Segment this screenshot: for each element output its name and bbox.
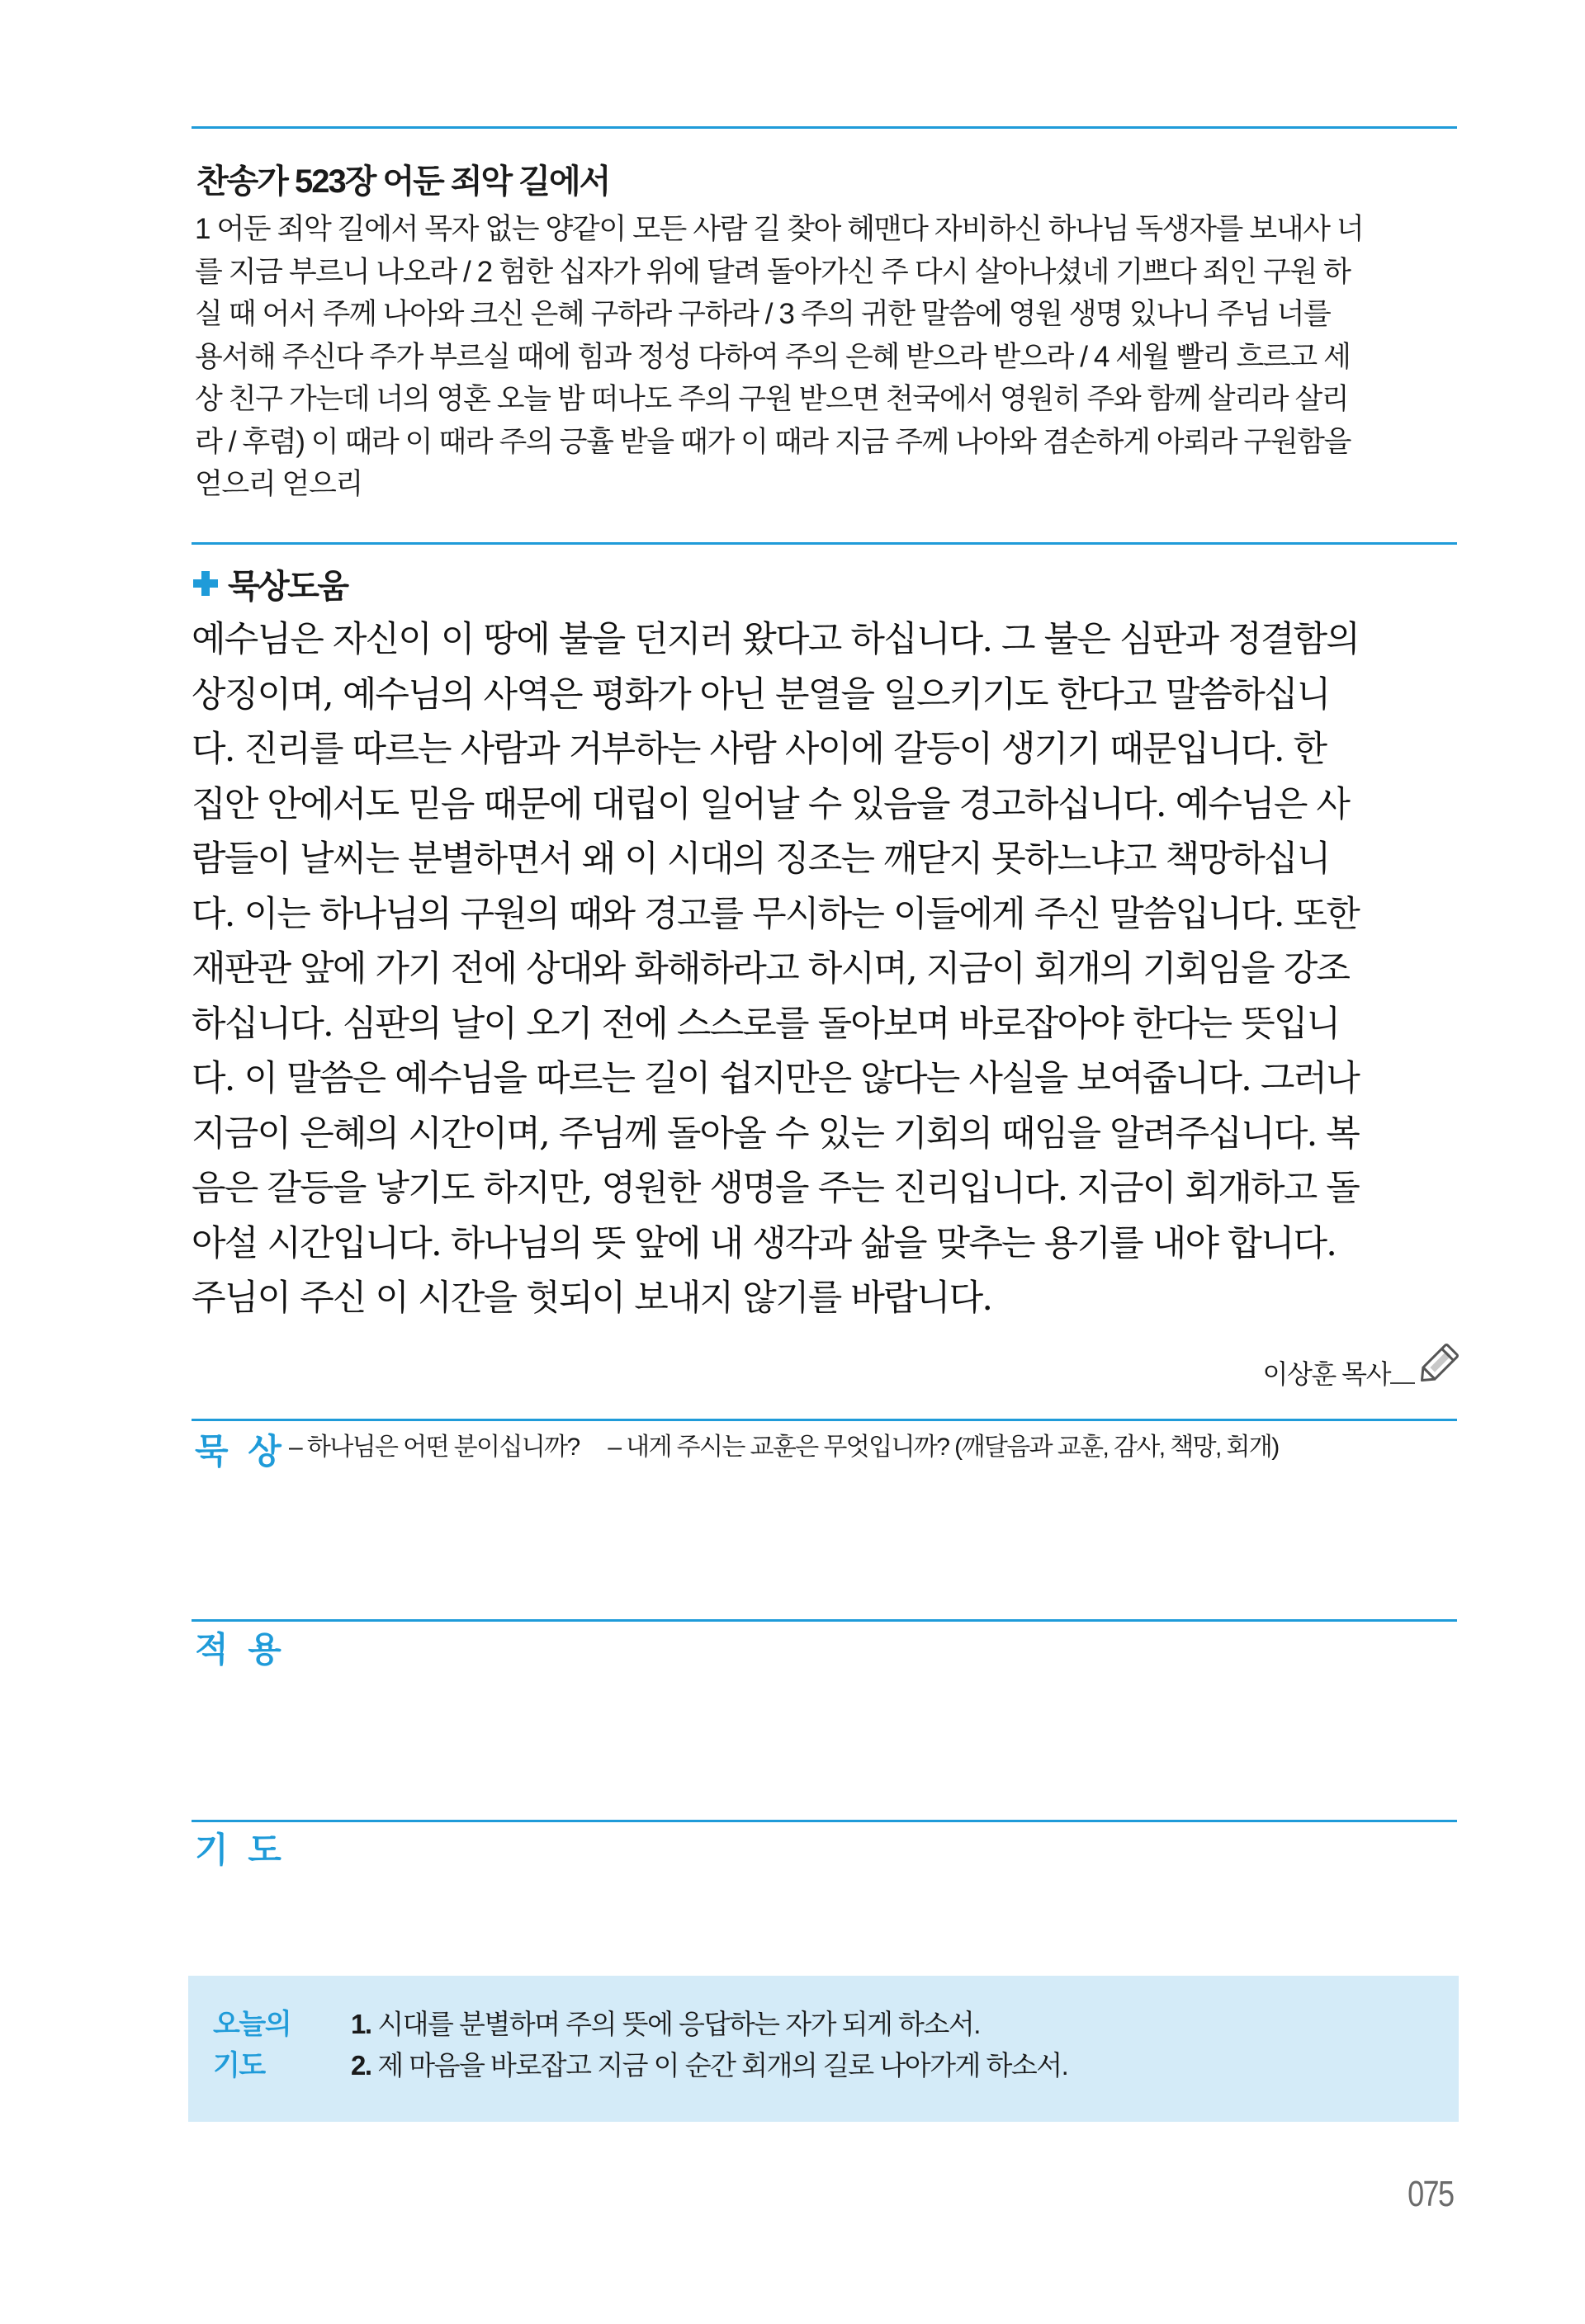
hymn-title: 찬송가 523장 어둔 죄악 길에서 bbox=[196, 163, 610, 200]
todays-prayer-panel bbox=[188, 1976, 1459, 2122]
prayer-item-number: 1. bbox=[351, 2009, 371, 2039]
todays-prayer-items bbox=[351, 2004, 1067, 2086]
hymn-line: 실 때 어서 주께 나아와 크신 은혜 구하라 구하라 / 3 주의 귀한 말씀에 영원 생명 있나니 주님 너를 bbox=[195, 298, 1331, 330]
meditation-help-title: 묵상도움 bbox=[228, 568, 348, 605]
plus-icon bbox=[193, 571, 218, 596]
pencil-icon bbox=[1415, 1340, 1463, 1391]
hymn-divider bbox=[192, 542, 1457, 545]
top-divider bbox=[192, 126, 1457, 129]
body-line: 다. 진리를 따르는 사람과 거부하는 사람 사이에 갈등이 생기기 때문입니다. 한 bbox=[192, 729, 1327, 770]
meditate-writing-area[interactable] bbox=[192, 1477, 1457, 1618]
body-line: 음은 갈등을 낳기도 하지만, 영원한 생명을 주는 진리입니다. 지금이 회개하고 돌 bbox=[192, 1168, 1360, 1209]
hymn-line: 얻으리 얻으리 bbox=[195, 468, 362, 500]
meditate-question: – 하나님은 어떤 분이십니까? bbox=[289, 1434, 580, 1461]
body-line: 예수님은 자신이 이 땅에 불을 던지러 왔다고 하십니다. 그 불은 심판과 정결함의 bbox=[192, 619, 1360, 660]
hymn-line: 라 / 후렴) 이 때라 이 때라 주의 긍휼 받을 때가 이 때라 지금 주께 나아와 겸손하게 아뢰라 구원함을 bbox=[195, 425, 1351, 458]
todays-prayer-label-line2: 기도 bbox=[213, 2050, 265, 2081]
todays-prayer-label-line1: 오늘의 bbox=[213, 2009, 291, 2040]
prayer-label: 기 도 bbox=[195, 1830, 286, 1869]
hymn-line: 용서해 주신다 주가 부르실 때에 힘과 정성 다하여 주의 은혜 받으라 받으라 / 4 세월 빨리 흐르고 세 bbox=[195, 340, 1351, 373]
meditation-help-body bbox=[192, 612, 1463, 1326]
prayer-item-number: 2. bbox=[351, 2050, 371, 2081]
todays-prayer-label bbox=[213, 2004, 291, 2086]
meditate-questions bbox=[289, 1426, 1302, 1469]
apply-writing-area[interactable] bbox=[192, 1675, 1457, 1816]
prayer-item-text: 시대를 분별하며 주의 뜻에 응답하는 자가 되게 하소서. bbox=[371, 2009, 980, 2039]
page-number: 075 bbox=[1407, 2174, 1453, 2214]
signature-underline bbox=[1390, 1382, 1415, 1384]
meditate-divider bbox=[192, 1419, 1457, 1421]
body-line: 지금이 은혜의 시간이며, 주님께 돌아올 수 있는 기회의 때임을 알려주십니다. 복 bbox=[192, 1112, 1360, 1155]
prayer-item bbox=[351, 2045, 1067, 2086]
body-line: 상징이며, 예수님의 사역은 평화가 아닌 분열을 일으키기도 한다고 말씀하십니 bbox=[192, 673, 1330, 716]
apply-label: 적 용 bbox=[195, 1630, 286, 1669]
body-line: 하십니다. 심판의 날이 오기 전에 스스로를 돌아보며 바로잡아야 한다는 뜻입니 bbox=[192, 1003, 1340, 1045]
body-line: 다. 이는 하나님의 구원의 때와 경고를 무시하는 이들에게 주신 말씀입니다. 또한 bbox=[192, 893, 1360, 935]
hymn-lyrics bbox=[195, 208, 1458, 506]
body-line: 주님이 주신 이 시간을 헛되이 보내지 않기를 바랍니다. bbox=[192, 1278, 992, 1319]
prayer-writing-area[interactable] bbox=[192, 1873, 1457, 1968]
hymn-line: 1 어둔 죄악 길에서 목자 없는 양같이 모든 사람 길 찾아 헤맨다 자비하신 하나님 독생자를 보내사 너 bbox=[195, 213, 1364, 245]
apply-divider bbox=[192, 1619, 1457, 1622]
prayer-item-text: 제 마음을 바로잡고 지금 이 순간 회개의 길로 나아가게 하소서. bbox=[371, 2050, 1068, 2081]
body-line: 아설 시간입니다. 하나님의 뜻 앞에 내 생각과 삶을 맞추는 용기를 내야 합니다. bbox=[192, 1222, 1337, 1264]
body-line: 다. 이 말씀은 예수님을 따르는 길이 쉽지만은 않다는 사실을 보여줍니다. 그러나 bbox=[192, 1058, 1360, 1099]
body-line: 람들이 날씨는 분별하면서 왜 이 시대의 징조는 깨닫지 못하느냐고 책망하십니 bbox=[192, 838, 1330, 880]
hymn-line: 를 지금 부르니 나오라 / 2 험한 십자가 위에 달려 돌아가신 주 다시 살아나셨네 기쁘다 죄인 구원 하 bbox=[195, 255, 1351, 288]
prayer-item bbox=[351, 2004, 1067, 2045]
meditate-question: – 내게 주시는 교훈은 무엇입니까? (깨달음과 교훈, 감사, 책망, 회개) bbox=[608, 1434, 1279, 1461]
meditate-label: 묵 상 bbox=[195, 1432, 286, 1471]
hymn-line: 상 친구 가는데 너의 영혼 오늘 밤 떠나도 주의 구원 받으면 천국에서 영원히 주와 함께 살리라 살리 bbox=[195, 383, 1349, 415]
author-signature bbox=[1263, 1340, 1463, 1391]
body-line: 재판관 앞에 가기 전에 상대와 화해하라고 하시며, 지금이 회개의 기회임을 강조 bbox=[192, 948, 1350, 990]
prayer-divider bbox=[192, 1820, 1457, 1822]
meditation-help-heading bbox=[193, 563, 348, 604]
author-name: 이상훈 목사 bbox=[1262, 1359, 1390, 1389]
body-line: 집안 안에서도 믿음 때문에 대립이 일어날 수 있음을 경고하십니다. 예수님은 사 bbox=[192, 783, 1350, 825]
